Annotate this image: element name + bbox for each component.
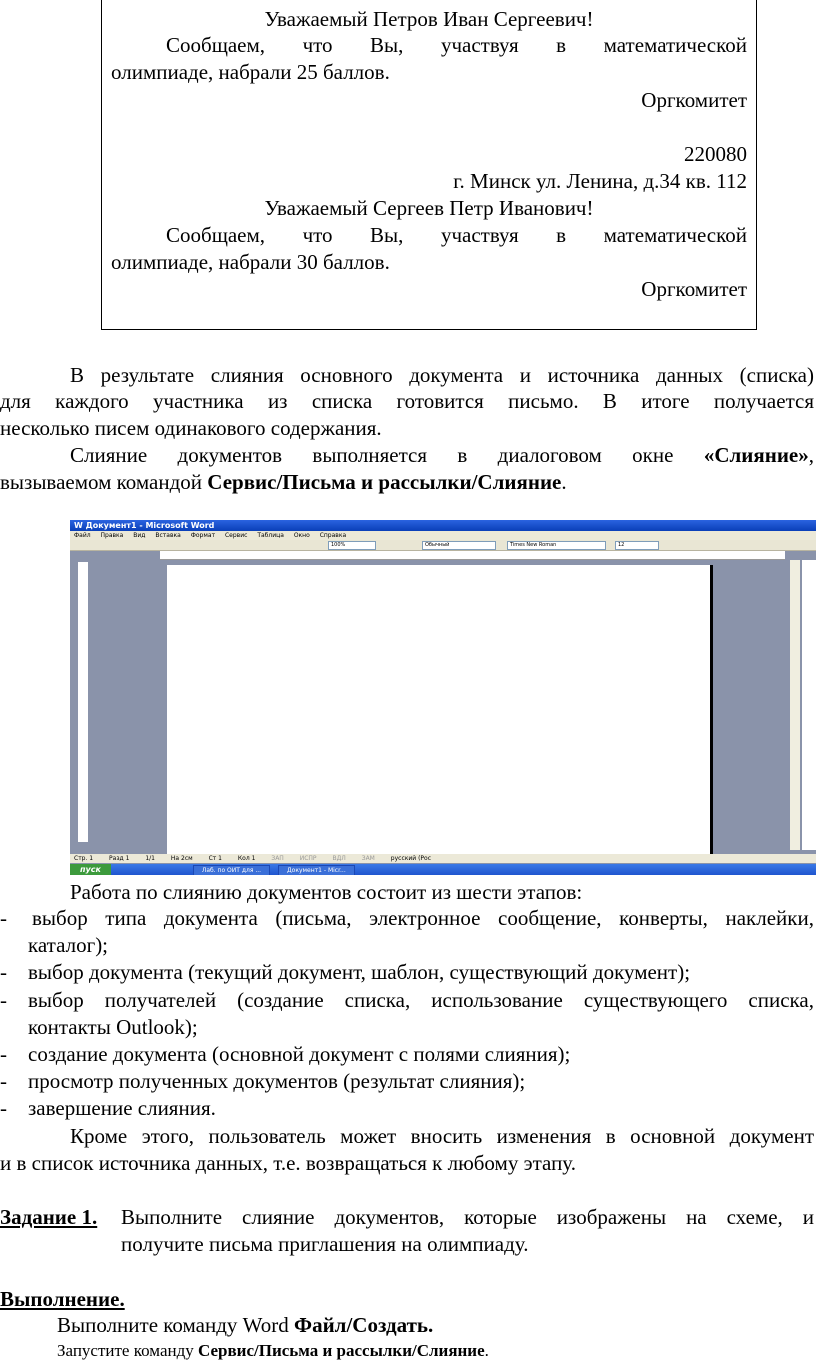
status-ovr: ЗАМ	[361, 855, 375, 862]
address: г. Минск ул. Ленина, д.34 кв. 112	[453, 169, 747, 193]
letter-2-signature: Оргкомитет	[641, 277, 747, 301]
para3-line1: Кроме этого, пользователь может вносить изменения в основной документ	[70, 1124, 814, 1148]
windows-taskbar	[70, 864, 816, 875]
letter-2-body-line-2: олимпиаде, набрали 30 баллов.	[111, 250, 390, 274]
size-combo[interactable]: 12	[615, 541, 659, 550]
status-trk: ИСПР	[299, 855, 317, 862]
stage-3-line-2: контакты Outlook);	[28, 1015, 198, 1039]
status-col: Кол 1	[237, 855, 256, 862]
dash: -	[0, 906, 7, 930]
stage-4: создание документа (основной документ с полями слияния);	[28, 1042, 571, 1066]
menu-table[interactable]: Таблица	[257, 532, 284, 539]
para1-line1: В результате слияния основного документа и источника данных (списка)	[70, 363, 814, 387]
menu-view[interactable]: Вид	[133, 532, 146, 539]
vertical-scrollbar[interactable]	[790, 560, 800, 850]
stage-3-line-1: выбор получателей (создание списка, использование существующего списка,	[28, 988, 814, 1012]
word-icon: W	[74, 521, 86, 530]
dash: -	[0, 988, 7, 1012]
status-line: Ст 1	[208, 855, 222, 862]
word-statusbar	[70, 854, 816, 863]
word-window-screenshot	[70, 520, 816, 875]
menu-window[interactable]: Окно	[293, 532, 310, 539]
execution-line-1: Выполните команду Word Файл/Создать.	[57, 1313, 434, 1337]
document-page[interactable]	[167, 565, 713, 855]
zip-code: 220080	[684, 142, 747, 166]
style-combo[interactable]: Обычный	[422, 541, 496, 550]
zoom-combo[interactable]: 100%	[328, 541, 376, 550]
stage-5: просмотр полученных документов (результат слияния);	[28, 1069, 526, 1093]
status-pages: 1/1	[145, 855, 155, 862]
stage-1-line-1: выбор типа документа (письма, электронное сообщение, конверты, наклейки,	[32, 906, 814, 930]
menu-insert[interactable]: Вставка	[155, 532, 181, 539]
stage-2: выбор документа (текущий документ, шаблон, существующий документ);	[28, 960, 691, 984]
menu-help[interactable]: Справка	[319, 532, 347, 539]
greeting-2: Уважаемый Сергеев Петр Иванович!	[264, 196, 594, 220]
letter-1-body-line-2: олимпиаде, набрали 25 баллов.	[111, 60, 390, 84]
menu-format[interactable]: Формат	[190, 532, 216, 539]
status-rec: ЗАП	[271, 855, 284, 862]
taskbar-item-word[interactable]: Документ1 - Micr...	[278, 865, 355, 875]
dash: -	[0, 1069, 7, 1093]
greeting-1: Уважаемый Петров Иван Сергеевич!	[264, 7, 594, 31]
task-line-2: получите письма приглашения на олимпиаду.	[121, 1232, 529, 1256]
letter-1-signature: Оргкомитет	[641, 88, 747, 112]
status-at: На 2см	[170, 855, 193, 862]
vertical-ruler	[78, 562, 88, 842]
para2-line1: Слияние документов выполняется в диалоговом окне «Слияние»,	[70, 443, 814, 467]
stage-6: завершение слияния.	[28, 1096, 216, 1120]
letter-1-body-line-1: Сообщаем, что Вы, участвуя в математической	[166, 33, 747, 57]
letter-2-body-line-1: Сообщаем, что Вы, участвуя в математической	[166, 223, 747, 247]
menu-tools[interactable]: Сервис	[224, 532, 248, 539]
task-label: Задание 1.	[0, 1205, 98, 1229]
para2-line2: вызываемом командой Сервис/Письма и рассылки/Слияние.	[0, 470, 567, 494]
para3-line2: и в список источника данных, т.е. возвращаться к любому этапу.	[0, 1151, 576, 1175]
stages-intro: Работа по слиянию документов состоит из шести этапов:	[70, 880, 583, 904]
execution-line-2: Запустите команду Сервис/Письма и рассылки/Слияние.	[57, 1341, 489, 1360]
word-titlebar	[70, 520, 816, 531]
taskbar-item-lab[interactable]: Лаб. по ОИТ для ...	[193, 865, 270, 875]
word-toolbar	[70, 540, 816, 551]
para1-line3: несколько писем одинакового содержания.	[0, 416, 382, 440]
status-ext: ВДЛ	[332, 855, 346, 862]
word-title: Документ1 - Microsoft Word	[85, 521, 215, 530]
status-section: Разд 1	[109, 855, 130, 862]
start-button[interactable]: пуск	[70, 864, 111, 875]
dash: -	[0, 1042, 7, 1066]
stage-1-line-2: каталог);	[28, 933, 109, 957]
font-combo[interactable]: Times New Roman	[507, 541, 606, 550]
para1-line2: для каждого участника из списка готовится письмо. В итоге получается	[0, 389, 814, 413]
dash: -	[0, 1096, 7, 1120]
menu-edit[interactable]: Правка	[100, 532, 124, 539]
status-page: Стр. 1	[74, 855, 94, 862]
execution-label: Выполнение.	[0, 1287, 125, 1311]
task-line-1: Выполните слияние документов, которые изображены на схеме, и	[121, 1205, 814, 1229]
status-language: русский (Рос	[390, 855, 431, 862]
menu-file[interactable]: Файл	[74, 532, 91, 539]
word-menubar	[70, 531, 816, 540]
dash: -	[0, 960, 7, 984]
horizontal-ruler	[160, 551, 785, 560]
task-pane	[802, 560, 816, 850]
